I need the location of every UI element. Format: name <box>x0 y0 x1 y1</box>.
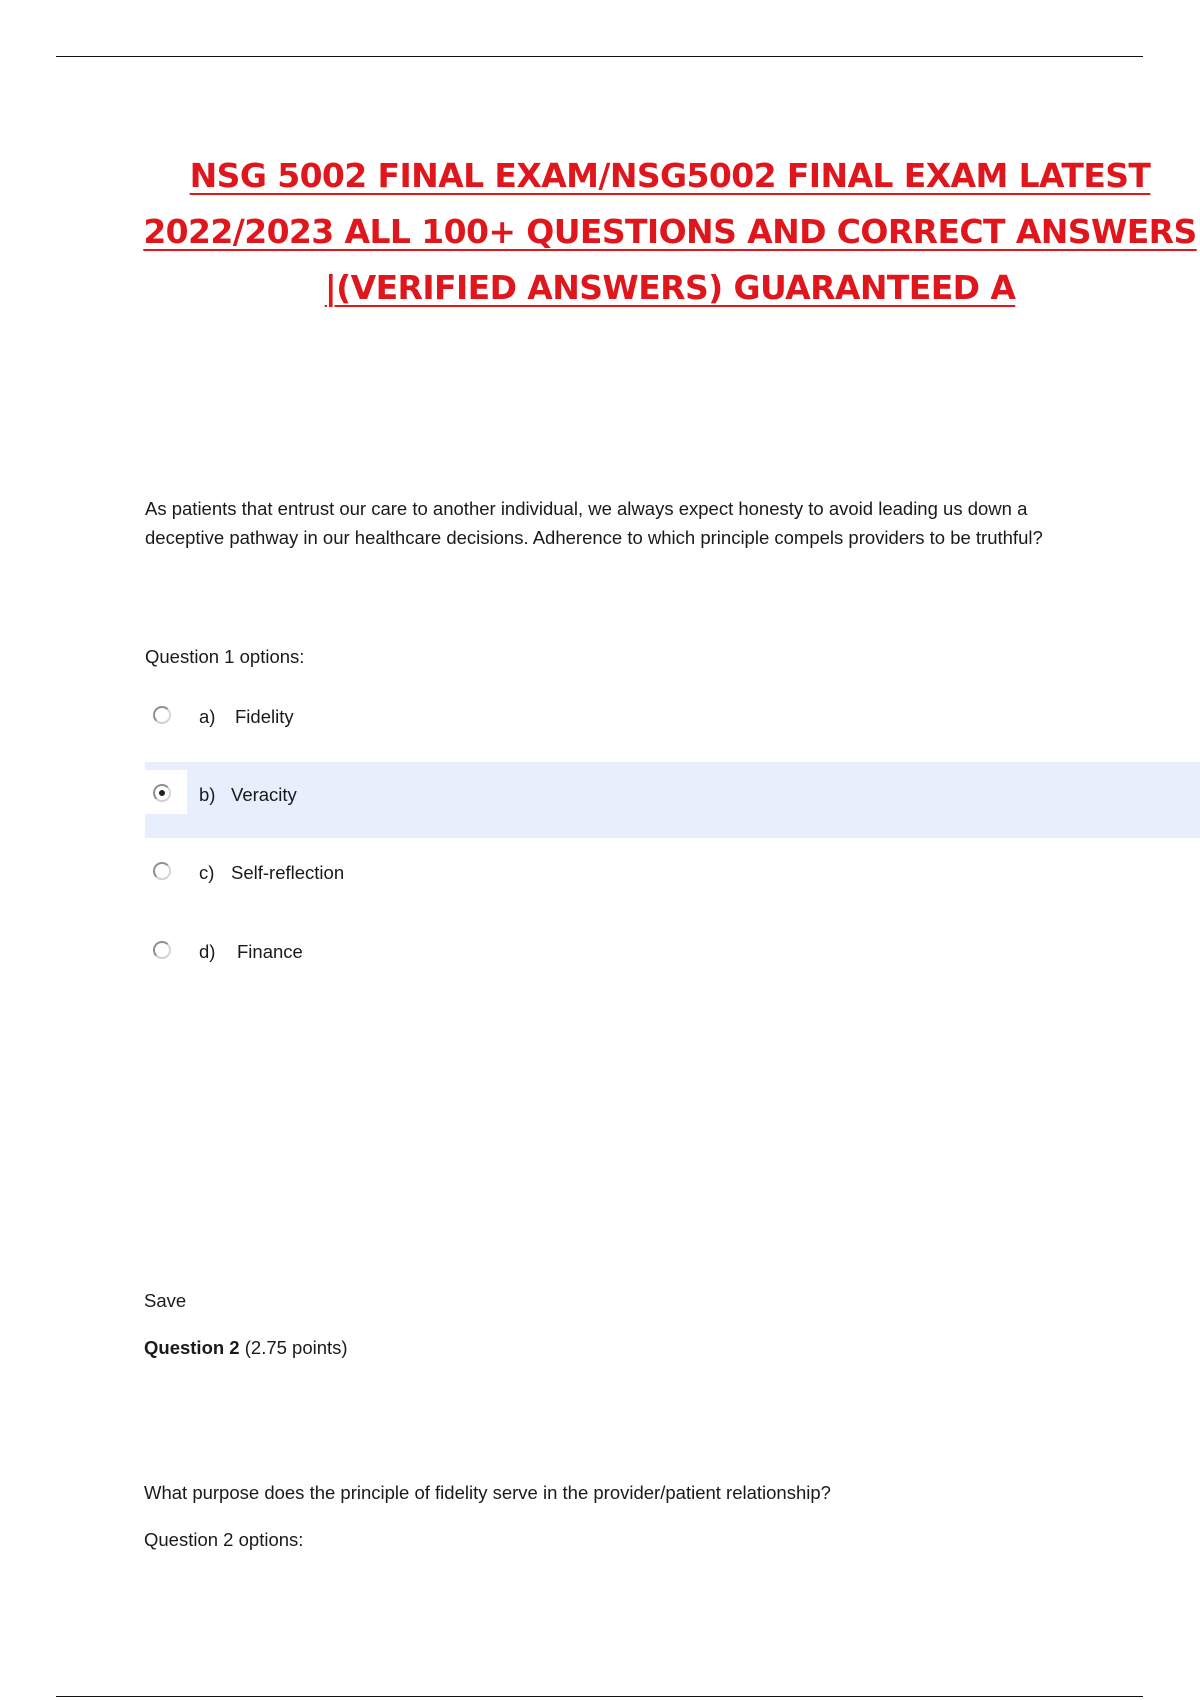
question-2-header <box>144 1337 348 1359</box>
option-c[interactable] <box>145 840 1200 916</box>
question-1-text: As patients that entrust our care to another individual, we always expect honesty to avoid leading us down a deceptive pathway in our healthcare decisions. Adherence to which principle compels providers to be truthful? <box>145 498 1043 548</box>
top-divider <box>56 56 1143 57</box>
save-button[interactable]: Save <box>144 1290 187 1311</box>
radio-button-c[interactable] <box>153 862 171 880</box>
option-a[interactable] <box>145 684 1200 760</box>
question-2-text: What purpose does the principle of fidelity serve in the provider/patient relationship? <box>144 1482 831 1503</box>
question-2-points: (2.75 points) <box>244 1337 348 1358</box>
radio-button-a[interactable] <box>153 706 171 724</box>
bottom-divider <box>56 1696 1143 1697</box>
question-2-number: Question 2 <box>144 1337 240 1358</box>
radio-focus-box <box>145 770 187 814</box>
radio-button-b[interactable] <box>153 784 171 802</box>
option-label: Finance <box>237 941 303 962</box>
question-1-options-label: Question 1 options: <box>145 646 305 667</box>
radio-button-d[interactable] <box>153 941 171 959</box>
title-line-2: 2022/2023 ALL 100+ QUESTIONS AND CORRECT ANSWERS <box>143 212 1197 251</box>
option-letter: c) <box>199 862 215 883</box>
option-label: Veracity <box>231 784 297 805</box>
option-letter: b) <box>199 784 216 805</box>
option-letter: d) <box>199 941 216 962</box>
question-2-options-label: Question 2 options: <box>144 1529 304 1550</box>
option-letter: a) <box>199 706 216 727</box>
option-label: Self-reflection <box>231 862 345 883</box>
option-b[interactable] <box>145 762 1200 838</box>
title-line-3: |(VERIFIED ANSWERS) GUARANTEED A <box>324 268 1016 307</box>
radio-selected-dot <box>159 790 165 796</box>
title-line-1: NSG 5002 FINAL EXAM/NSG5002 FINAL EXAM LATEST <box>189 156 1151 195</box>
document-title <box>140 148 1200 316</box>
option-d[interactable] <box>145 919 1200 995</box>
option-label: Fidelity <box>235 706 294 727</box>
